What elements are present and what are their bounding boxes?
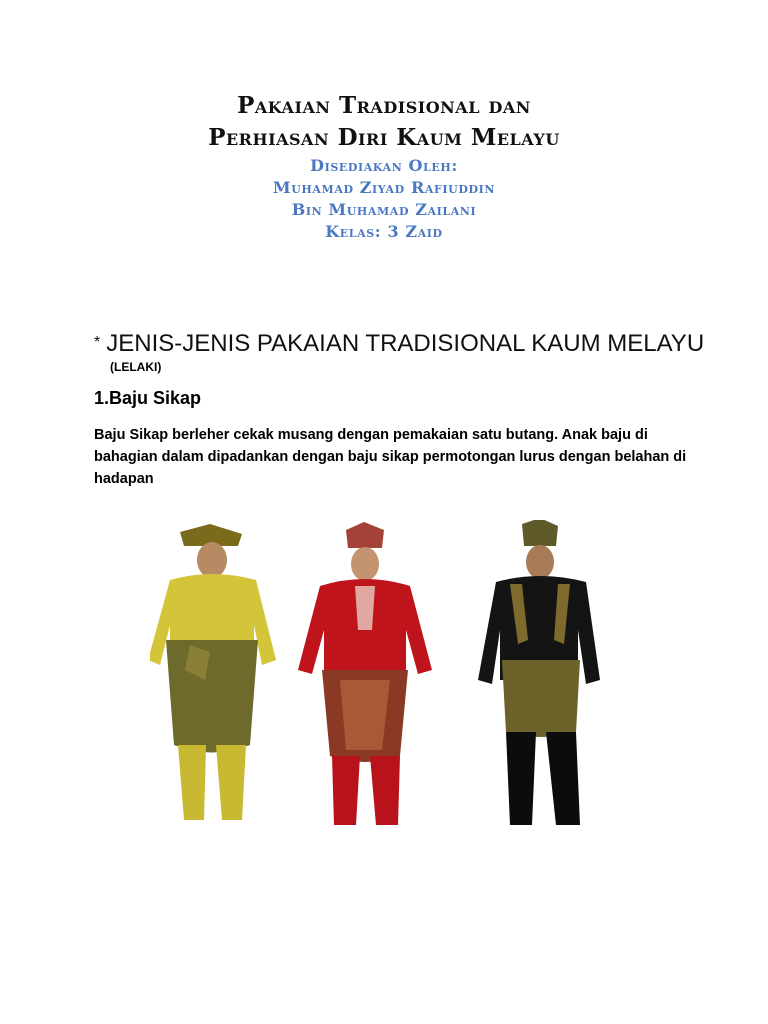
prepared-by-label: Disediakan Oleh: (310, 156, 458, 175)
section-subheading: (LELAKI) (110, 360, 162, 374)
item-title: 1.Baju Sikap (94, 388, 202, 408)
section-heading (94, 330, 704, 358)
author-name-line2: Bin Muhamad Zailani (291, 200, 477, 219)
figure-yellow-outfit (150, 524, 276, 820)
item-description: Baju Sikap berleher cekak musang dengan pemakaian satu butang. Anak baju di bahagian dalam dipadankan dengan baju sikap permotongan lurus dengan belahan di hadapan (94, 427, 687, 487)
figure-red-outfit (298, 522, 432, 825)
traditional-outfit-photo (150, 520, 600, 830)
author-name-line1: Muhamad Ziyad Rafiuddin (272, 178, 496, 197)
class-line: Kelas: 3 Zaid (325, 222, 443, 241)
document-title-line2: Perhiasan Diri Kaum Melayu (208, 124, 560, 151)
bullet-mark: * (94, 334, 101, 351)
figure-black-outfit (478, 520, 600, 825)
document-title-line1: Pakaian Tradisional dan (237, 92, 531, 119)
section-heading-text: JENIS-JENIS PAKAIAN TRADISIONAL KAUM MELAYU (106, 330, 705, 357)
